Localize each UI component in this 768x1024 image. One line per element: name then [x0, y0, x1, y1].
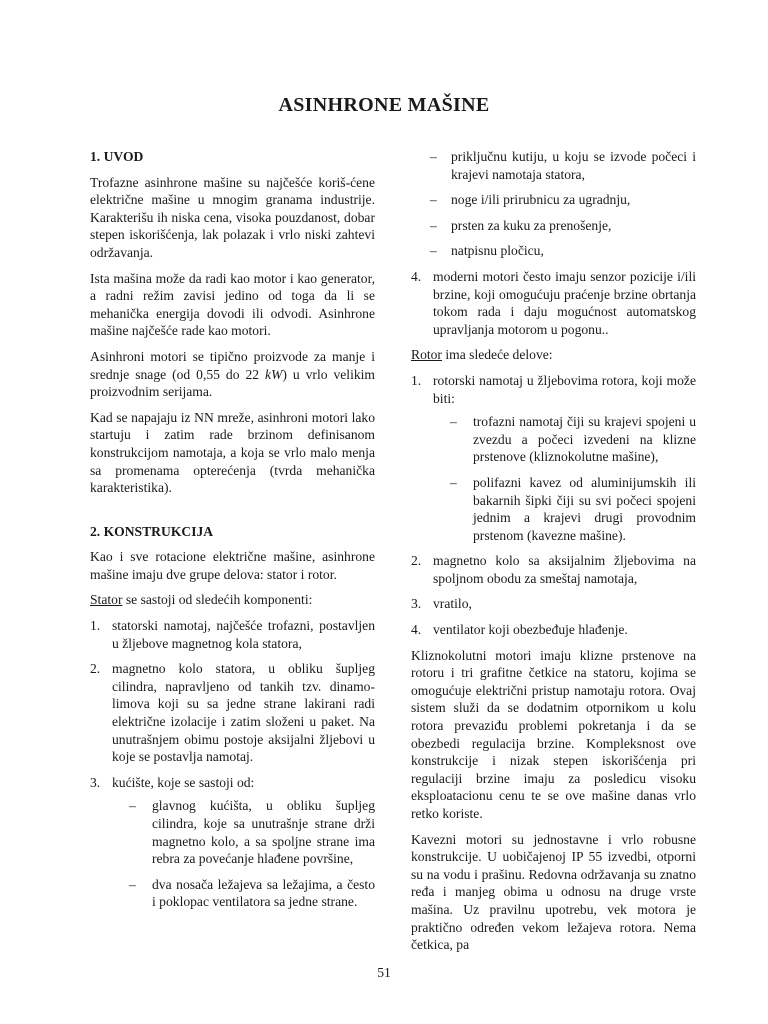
sublist-item-text: priključnu kutiju, u koju se izvode počeci i krajevi namotaja statora, — [451, 149, 696, 182]
paragraph: Ista mašina može da radi kao motor i kao generator, a radni režim zavisi jedino od toga da li se mehanička energija dovodi ili odvodi. Asinhrone mašine najčešće rade kao motori. — [90, 270, 375, 339]
right-column — [411, 148, 696, 962]
paragraph-text: ) u vrlo velikim proizvodnim serijama. — [90, 366, 375, 400]
left-column — [90, 148, 375, 919]
housing-sublist — [112, 797, 375, 911]
sublist-item — [112, 876, 375, 911]
list-item-text: ventilator koji obezbeđuje hlađenje. — [433, 622, 628, 638]
sublist-item — [411, 148, 696, 183]
list-number: 3. — [90, 774, 101, 790]
stator-intro — [90, 591, 375, 609]
list-number: 2. — [90, 661, 101, 677]
list-item-text: magnetno kolo statora, u obliku šupljeg cilindra, napravljeno od tankih tzv. dinamo-limova koji su sa jedne strane lakirani radi električne izolacije i zatim složeni u paket. Na unutrašnjem obimu postoje aksijalni žljebovi u koje se postavlja namotaj. — [112, 661, 375, 765]
sublist-item — [411, 242, 696, 260]
list-number: 1. — [90, 618, 101, 634]
list-item-text: rotorski namotaj u žljebovima rotora, koji može biti: — [433, 372, 696, 406]
stator-term: Stator — [90, 592, 123, 608]
section-heading-uvod: 1. UVOD — [90, 149, 144, 164]
sublist-item — [411, 217, 696, 235]
sublist-item-text: dva nosača ležajeva sa ležajima, a često i poklopac ventilatora sa jedne strane. — [152, 876, 375, 910]
list-item-text: magnetno kolo sa aksijalnim žljebovima na spoljnom obodu za smeštaj namotaja, — [433, 553, 696, 586]
rotor-term: Rotor — [411, 347, 442, 363]
dash-marker: – — [430, 192, 437, 208]
sublist-item-text: polifazni kavez od aluminijumskih ili bakarnih šipki čiji su svi počeci spojeni jednim a krajevi drugi provodnim prstenom (kavezne mašine). — [473, 474, 696, 543]
rotor-winding-sublist — [433, 413, 696, 544]
list-item-text: moderni motori često imaju senzor pozicije i/ili brzine, koji omogućuju praćenje brzine obrtanja tokom rada i daju mogućnost automatskog upravljanja motorom u pogonu.. — [433, 268, 696, 337]
sublist-item — [112, 797, 375, 867]
dash-marker: – — [430, 149, 437, 164]
rotor-intro — [411, 346, 696, 364]
dash-marker: – — [430, 217, 437, 233]
list-number: 3. — [411, 596, 422, 612]
list-item-text: kućište, koje se sastoji od: — [112, 774, 255, 790]
list-number: 2. — [411, 553, 422, 569]
sublist-item — [411, 191, 696, 209]
sublist-item-text: prsten za kuku za prenošenje, — [451, 217, 612, 233]
list-item — [90, 660, 375, 766]
list-number: 4. — [411, 268, 422, 284]
list-number: 4. — [411, 622, 422, 638]
stator-component-list — [90, 617, 375, 911]
dash-marker: – — [129, 876, 136, 892]
list-item — [411, 595, 696, 613]
paragraph-kliznokolutni: Kliznokolutni motori imaju klizne prstenove na rotoru i tri grafitne četkice na statoru, kojima se omogućuje električni pristup namotaju rotora. Ovaj sistem služi da se dodatnim otpornikom u kolu rotora prevaziđu problemi pokretanja i da se obezbedi regulacija brzine. Kompleksnost ove konstrukcije i nizak stepen iskorišćenja pri regulaciji brzine imaju za posledicu visoku eksploatacionu cenu te se ove mašine danas vrlo retko koriste. — [411, 647, 696, 821]
sublist-item — [433, 413, 696, 466]
dash-marker: – — [430, 243, 437, 259]
section-heading-konstrukcija: 2. KONSTRUKCIJA — [90, 523, 214, 539]
page-title: ASINHRONE MAŠINE — [278, 94, 490, 116]
paragraph-kavezni: Kavezni motori su jednostavne i vrlo robusne konstrukcije. U uobičajenoj IP 55 izvedbi, otporni su na vodu i prašinu. Redovna održavanja su znatno ređa i manjeg obima u odnosu na druge vrste mašina. Uz pravilnu upotrebu, vek motora je praktično određen vekom ležajeva rotora. Nema četkica, pa — [411, 831, 696, 953]
list-item — [411, 268, 696, 338]
dash-marker: – — [450, 414, 457, 430]
list-item — [411, 621, 696, 639]
sublist-item-text: glavnog kućišta, u obliku šupljeg cilindra, koje sa unutrašnje strane drži magnetno kolo, a sa spoljne strane ima rebra za povećanje hlađene površine, — [152, 798, 375, 867]
housing-sublist-continued — [411, 148, 696, 260]
list-number: 1. — [411, 372, 422, 388]
unit-text: kW — [265, 366, 283, 382]
paragraph: Kao i sve rotacione električne mašine, asinhrone mašine imaju dve grupe delova: stator i rotor. — [90, 549, 375, 582]
paragraph: Kad se napajaju iz NN mreže, asinhroni motori lako startuju i zatim rade brzinom definisanom konstrukcijom namotaja, a koja se vrlo malo menja sa promenama opterećenja (tvrda mehanička karakteristika). — [90, 409, 375, 496]
stator-intro-text: se sastoji od sledećih komponenti: — [122, 592, 313, 608]
list-item — [90, 617, 375, 652]
sublist-item-text: noge i/ili prirubnicu za ugradnju, — [451, 192, 631, 208]
sublist-item-text: trofazni namotaj čiji su krajevi spojeni u zvezdu a počeci izvedeni na klizne prstenove (kliznokolutne mašine), — [473, 414, 696, 465]
sublist-item — [433, 474, 696, 544]
sublist-item-text: natpisnu pločicu, — [451, 243, 544, 259]
paragraph-text: Asinhroni motori se tipično proizvode za manje i srednje snage (od 0,55 do 22 — [90, 348, 375, 382]
list-item — [411, 372, 696, 544]
list-item — [90, 774, 375, 911]
paragraph: Trofazne asinhrone mašine su najčešće koriš-ćene električne mašine u mnogim granama industrije. Karakterišu ih niska cena, visoka pouzdanost, dobar stepen iskorišćenja, lak polazak i vrlo niski zahtevi održavanja. — [90, 174, 375, 260]
list-item — [411, 552, 696, 587]
paragraph — [90, 348, 375, 401]
rotor-component-list — [411, 372, 696, 639]
page-number: 51 — [377, 965, 391, 980]
stator-component-list-continued — [411, 268, 696, 338]
rotor-intro-text: ima sledeće delove: — [441, 347, 553, 363]
dash-marker: – — [450, 474, 457, 490]
list-item-text: statorski namotaj, najčešće trofazni, postavljen u žljebove magnetnog kola statora, — [112, 618, 375, 651]
dash-marker: – — [129, 798, 136, 814]
list-item-text: vratilo, — [433, 596, 472, 612]
